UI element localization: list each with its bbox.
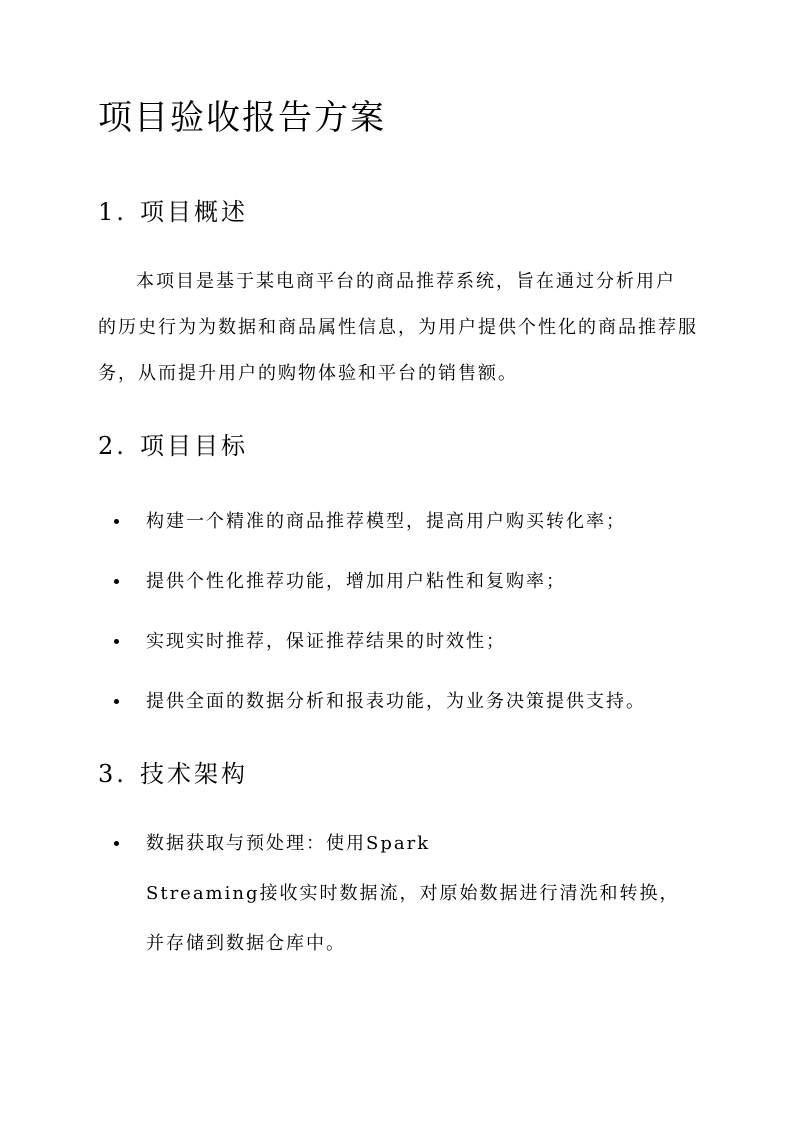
paragraph-line: 务，从而提升用户的购物体验和平台的销售额。 (98, 363, 518, 384)
list-item-line: 数据获取与预处理：使用Spark (146, 833, 431, 854)
paragraph-line: 本项目是基于某电商平台的商品推荐系统，旨在通过分析用户 (136, 271, 676, 292)
section-title: 技术架构 (140, 760, 248, 788)
section-heading-architecture (98, 757, 248, 791)
list-item (114, 567, 714, 627)
list-item-text (114, 819, 714, 969)
document-title: 项目验收报告方案 (98, 98, 386, 138)
bullet-icon (114, 519, 119, 524)
bullet-icon (114, 639, 119, 644)
section-title: 项目目标 (140, 432, 248, 460)
goals-list (114, 507, 714, 747)
bullet-icon (114, 699, 119, 704)
list-item-text: 提供个性化推荐功能，增加用户粘性和复购率； (146, 571, 566, 592)
section-number: 3. (98, 760, 127, 788)
list-item-text: 构建一个精准的商品推荐模型，提高用户购买转化率； (146, 511, 626, 532)
paragraph-line: 的历史行为为数据和商品属性信息，为用户提供个性化的商品推荐服 (98, 317, 698, 338)
section-title: 项目概述 (140, 198, 248, 226)
section-heading-goals (98, 429, 248, 463)
section-number: 2. (98, 432, 127, 460)
overview-paragraph (98, 259, 708, 397)
list-item-line: Streaming接收实时数据流，对原始数据进行清洗和转换， (146, 883, 680, 904)
bullet-icon (114, 579, 119, 584)
list-item (114, 687, 714, 747)
section-number: 1. (98, 198, 127, 226)
architecture-list-item (114, 819, 714, 969)
section-heading-overview (98, 195, 248, 229)
bullet-icon (114, 841, 119, 846)
list-item-line: 并存储到数据仓库中。 (146, 933, 346, 954)
list-item (114, 627, 714, 687)
list-item-text: 提供全面的数据分析和报表功能，为业务决策提供支持。 (146, 691, 646, 712)
list-item (114, 507, 714, 567)
list-item-text: 实现实时推荐，保证推荐结果的时效性； (146, 631, 506, 652)
